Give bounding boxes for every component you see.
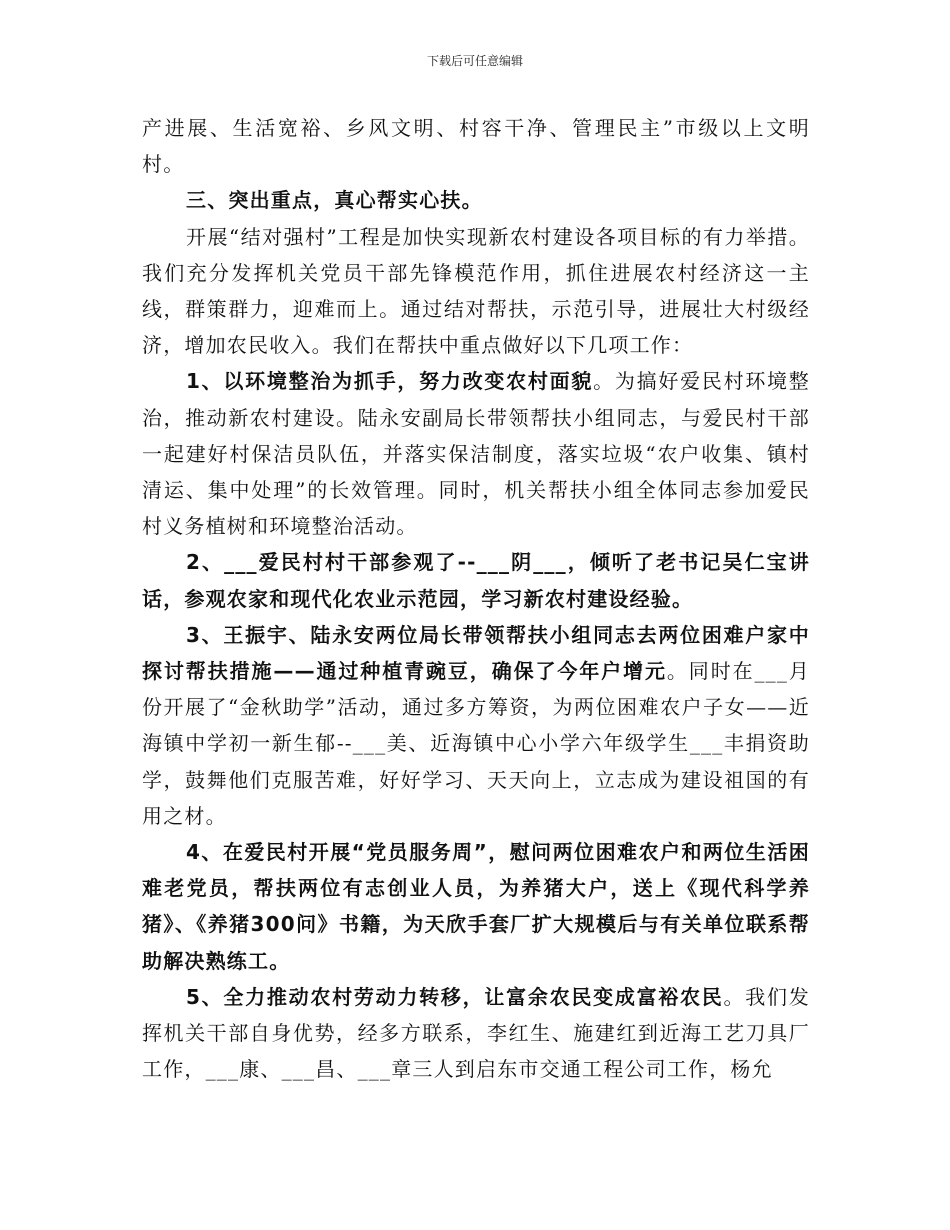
document-body	[142, 110, 810, 1087]
page-header: 下载后可任意编辑	[426, 54, 523, 68]
paragraph-text: 。我们发挥机关干部自身优势，经多方联系，李红生、施建红到近海工艺刀具厂工作，___康、___昌、___章三人到启东市交通工程公司工作，杨允	[142, 984, 810, 1082]
item-lead-bold: 5、全力推动农村劳动力转移，让富余农民变成富裕农民	[186, 984, 724, 1009]
paragraph-item-2	[142, 544, 810, 616]
paragraph-text: 。为搞好爱民村环境整治，推动新农村建设。陆永安副局长带领帮扶小组同志，与爱民村干部一起建好村保洁员队伍，并落实保洁制度，落实垃圾“农户收集、镇村清运、集中处理”的长效管理。同时，机关帮扶小组全体同志参加爱民村义务植树和环境整治活动。	[142, 369, 811, 539]
item-lead-bold: 4、在爱民村开展“党员服务周”，慰问两位困难农户和两位生活困难老党员，帮扶两位有志创业人员，为养猪大户，送上《现代科学养猪》、《养猪300问》书籍，为天欣手套厂扩大规模后与有关单位联系帮助解决熟练工。	[142, 840, 810, 973]
paragraph-continuation	[142, 110, 810, 182]
paragraph-item-3	[142, 617, 810, 834]
section-heading-text: 三、突出重点，真心帮实心扶。	[186, 188, 483, 213]
paragraph-text: 。同时在___月份开展了“金秋助学”活动，通过多方筹资，为两位困难农户子女——近海镇中学初一新生郁--___美、近海镇中心小学六年级学生___丰捐资助学，鼓舞他们克服苦难，好好学习、天天向上，立志成为建设祖国的有用之材。	[142, 659, 810, 828]
paragraph-item-1	[142, 363, 810, 544]
item-lead-bold: 1、以环境整治为抓手，努力改变农村面貌	[186, 369, 594, 394]
paragraph-text: 产进展、生活宽裕、乡风文明、村容干净、管理民主”市级以上文明村。	[142, 116, 810, 177]
paragraph-item-5	[142, 979, 810, 1088]
paragraph-intro	[142, 219, 810, 364]
section-heading	[142, 182, 810, 218]
paragraph-text: 开展“结对强村”工程是加快实现新农村建设各项目标的有力举措。我们充分发挥机关党员干部先锋模范作用，抓住进展农村经济这一主线，群策群力，迎难而上。通过结对帮扶，示范引导，进展壮大村级经济，增加农民收入。我们在帮扶中重点做好以下几项工作：	[142, 224, 810, 358]
paragraph-item-4	[142, 834, 810, 979]
item-lead-bold: 3、王振宇、陆永安两位局长带领帮扶小组同志去两位困难户家中探讨帮扶措施——通过种植青豌豆，确保了今年户增元	[142, 622, 810, 684]
item-lead-bold: 2、___爱民村村干部参观了--___阴___，倾听了老书记吴仁宝讲话，参观农家和现代化农业示范园，学习新农村建设经验。	[142, 550, 810, 611]
